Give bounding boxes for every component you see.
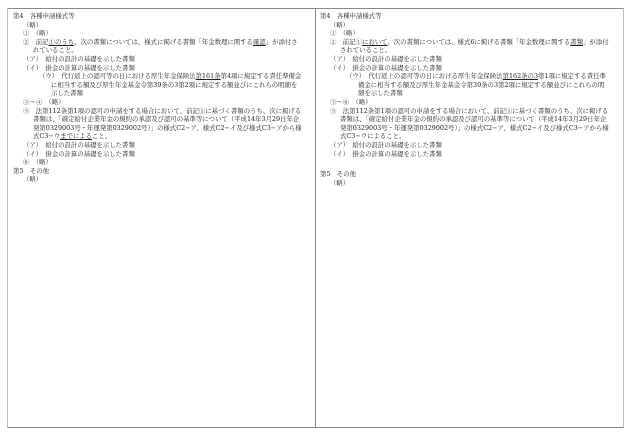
item-2-b: （イ） 掛金の計算の基礎を示した書類 (330, 63, 442, 72)
item-2-c-suffix: 第1項に規定する責任準備金に相当する額及び厚生年金基金令第39条の3第2項に規定する額並びにこれらの明細を示した書類 (358, 72, 606, 98)
item-2-middle: 、次の書類については、様式に掲げる書類「年金数理に関する (74, 37, 253, 46)
item-2-c-prefix: （ウ） 代行返上の認可等の日における厚生年金保険法 (346, 72, 503, 81)
item-2-c-underlined: 第162条の3 (502, 72, 539, 81)
item-2-middle: 、次の書類については、様式6に掲げる書類「年金数理に関する (387, 37, 571, 46)
item-2 (13, 38, 303, 55)
item-2-suffix: 」が添付されていること。 (340, 37, 609, 55)
item-1: ① （略） (330, 29, 359, 38)
item-2-prefix: ② 前記① (330, 37, 362, 46)
item-2-a: （ア） 給付の設計の基礎を示した書類 (330, 54, 442, 63)
item-3-4: ③〜④ （略） (23, 97, 65, 106)
item-2-underlined: において (361, 37, 388, 46)
item-5-suffix: こと。 (92, 132, 112, 141)
section4-title: 第4 各種申請様式等 (13, 12, 75, 20)
item-2-b: （イ） 掛金の計算の基礎を示した書類 (23, 63, 135, 72)
item-5-b: （イ） 掛金の計算の基礎を示した書類 (330, 149, 442, 158)
item-2-c-prefix: （ウ） 代行返上の認可等の日における厚生年金保険法 (39, 72, 196, 81)
item-5-underlined: までによる (60, 132, 93, 141)
item-2-prefix: ② 前記 (23, 37, 49, 46)
item-6: ⑥ （略） (23, 158, 52, 167)
section5-omitted: （略） (330, 178, 350, 187)
item-3-6: ③〜⑥ （略） (330, 97, 372, 106)
column-divider (315, 8, 316, 428)
section4-omitted: （略） (23, 20, 43, 29)
item-2-a: （ア） 給付の設計の基礎を示した書類 (23, 54, 135, 63)
section5-title: 第5 その他 (13, 166, 50, 175)
section5-title: 第5 その他 (320, 170, 357, 179)
section5-omitted: （略） (23, 175, 43, 184)
item-2-suffix: 」が添付されていること。 (33, 37, 298, 55)
item-5 (13, 107, 303, 141)
item-2-underlined-2: 書類 (570, 37, 584, 46)
item-2-c (320, 72, 610, 98)
current-column (320, 12, 610, 187)
item-2-c-underlined: 第161条 (195, 72, 221, 81)
section4-title: 第4 各種申請様式等 (320, 12, 382, 20)
item-1: ① （略） (23, 29, 52, 38)
item-2-underlined: ①のうち (48, 37, 75, 46)
item-5-suffix: によること。 (367, 132, 406, 141)
item-5-a: （ア） 給付の設計の基礎を示した書類 (330, 140, 442, 149)
item-5-text: ⑤ 法第112条第1項の認可の申請をする場合において、前記①に基づく書類のうち、次に掲げる書類は、「確定給付企業年金の規約の承認及び認可の基準等について（平成14年3月29日年企発第0329003号・年運発第0329002号）」の様式C2−ア、様式C2−イ及び様式C3−アから様式C3−ウ (330, 106, 609, 141)
item-2-underlined-2: 確認 (252, 37, 266, 46)
section4-omitted: （略） (330, 20, 350, 29)
item-5-a: （ア） 給付の設計の基礎を示した書類 (23, 140, 135, 149)
item-5 (320, 107, 610, 141)
revised-column (13, 12, 303, 184)
item-2 (320, 38, 610, 55)
item-5-text: ⑤ 法第112条第1項の認可の申請をする場合において、前記①に基づく書類のうち、次に掲げる書類は、「確定給付企業年金の規約の承認及び認可の基準等について（平成14年3月29日年企発第0329003号・年運発第0329002号）」の様式C2−ア、様式C2−イ及び様式C3−アから様式C3−ウ (23, 106, 302, 141)
item-2-c-suffix: 第4項に規定する責任準備金に相当する額及び厚生年金基金令第39条の3第2項に規定する額並びにこれらの明細を示した書類 (51, 72, 302, 98)
item-2-c (13, 72, 303, 98)
item-5-b: （イ） 掛金の計算の基礎を示した書類 (23, 149, 135, 158)
